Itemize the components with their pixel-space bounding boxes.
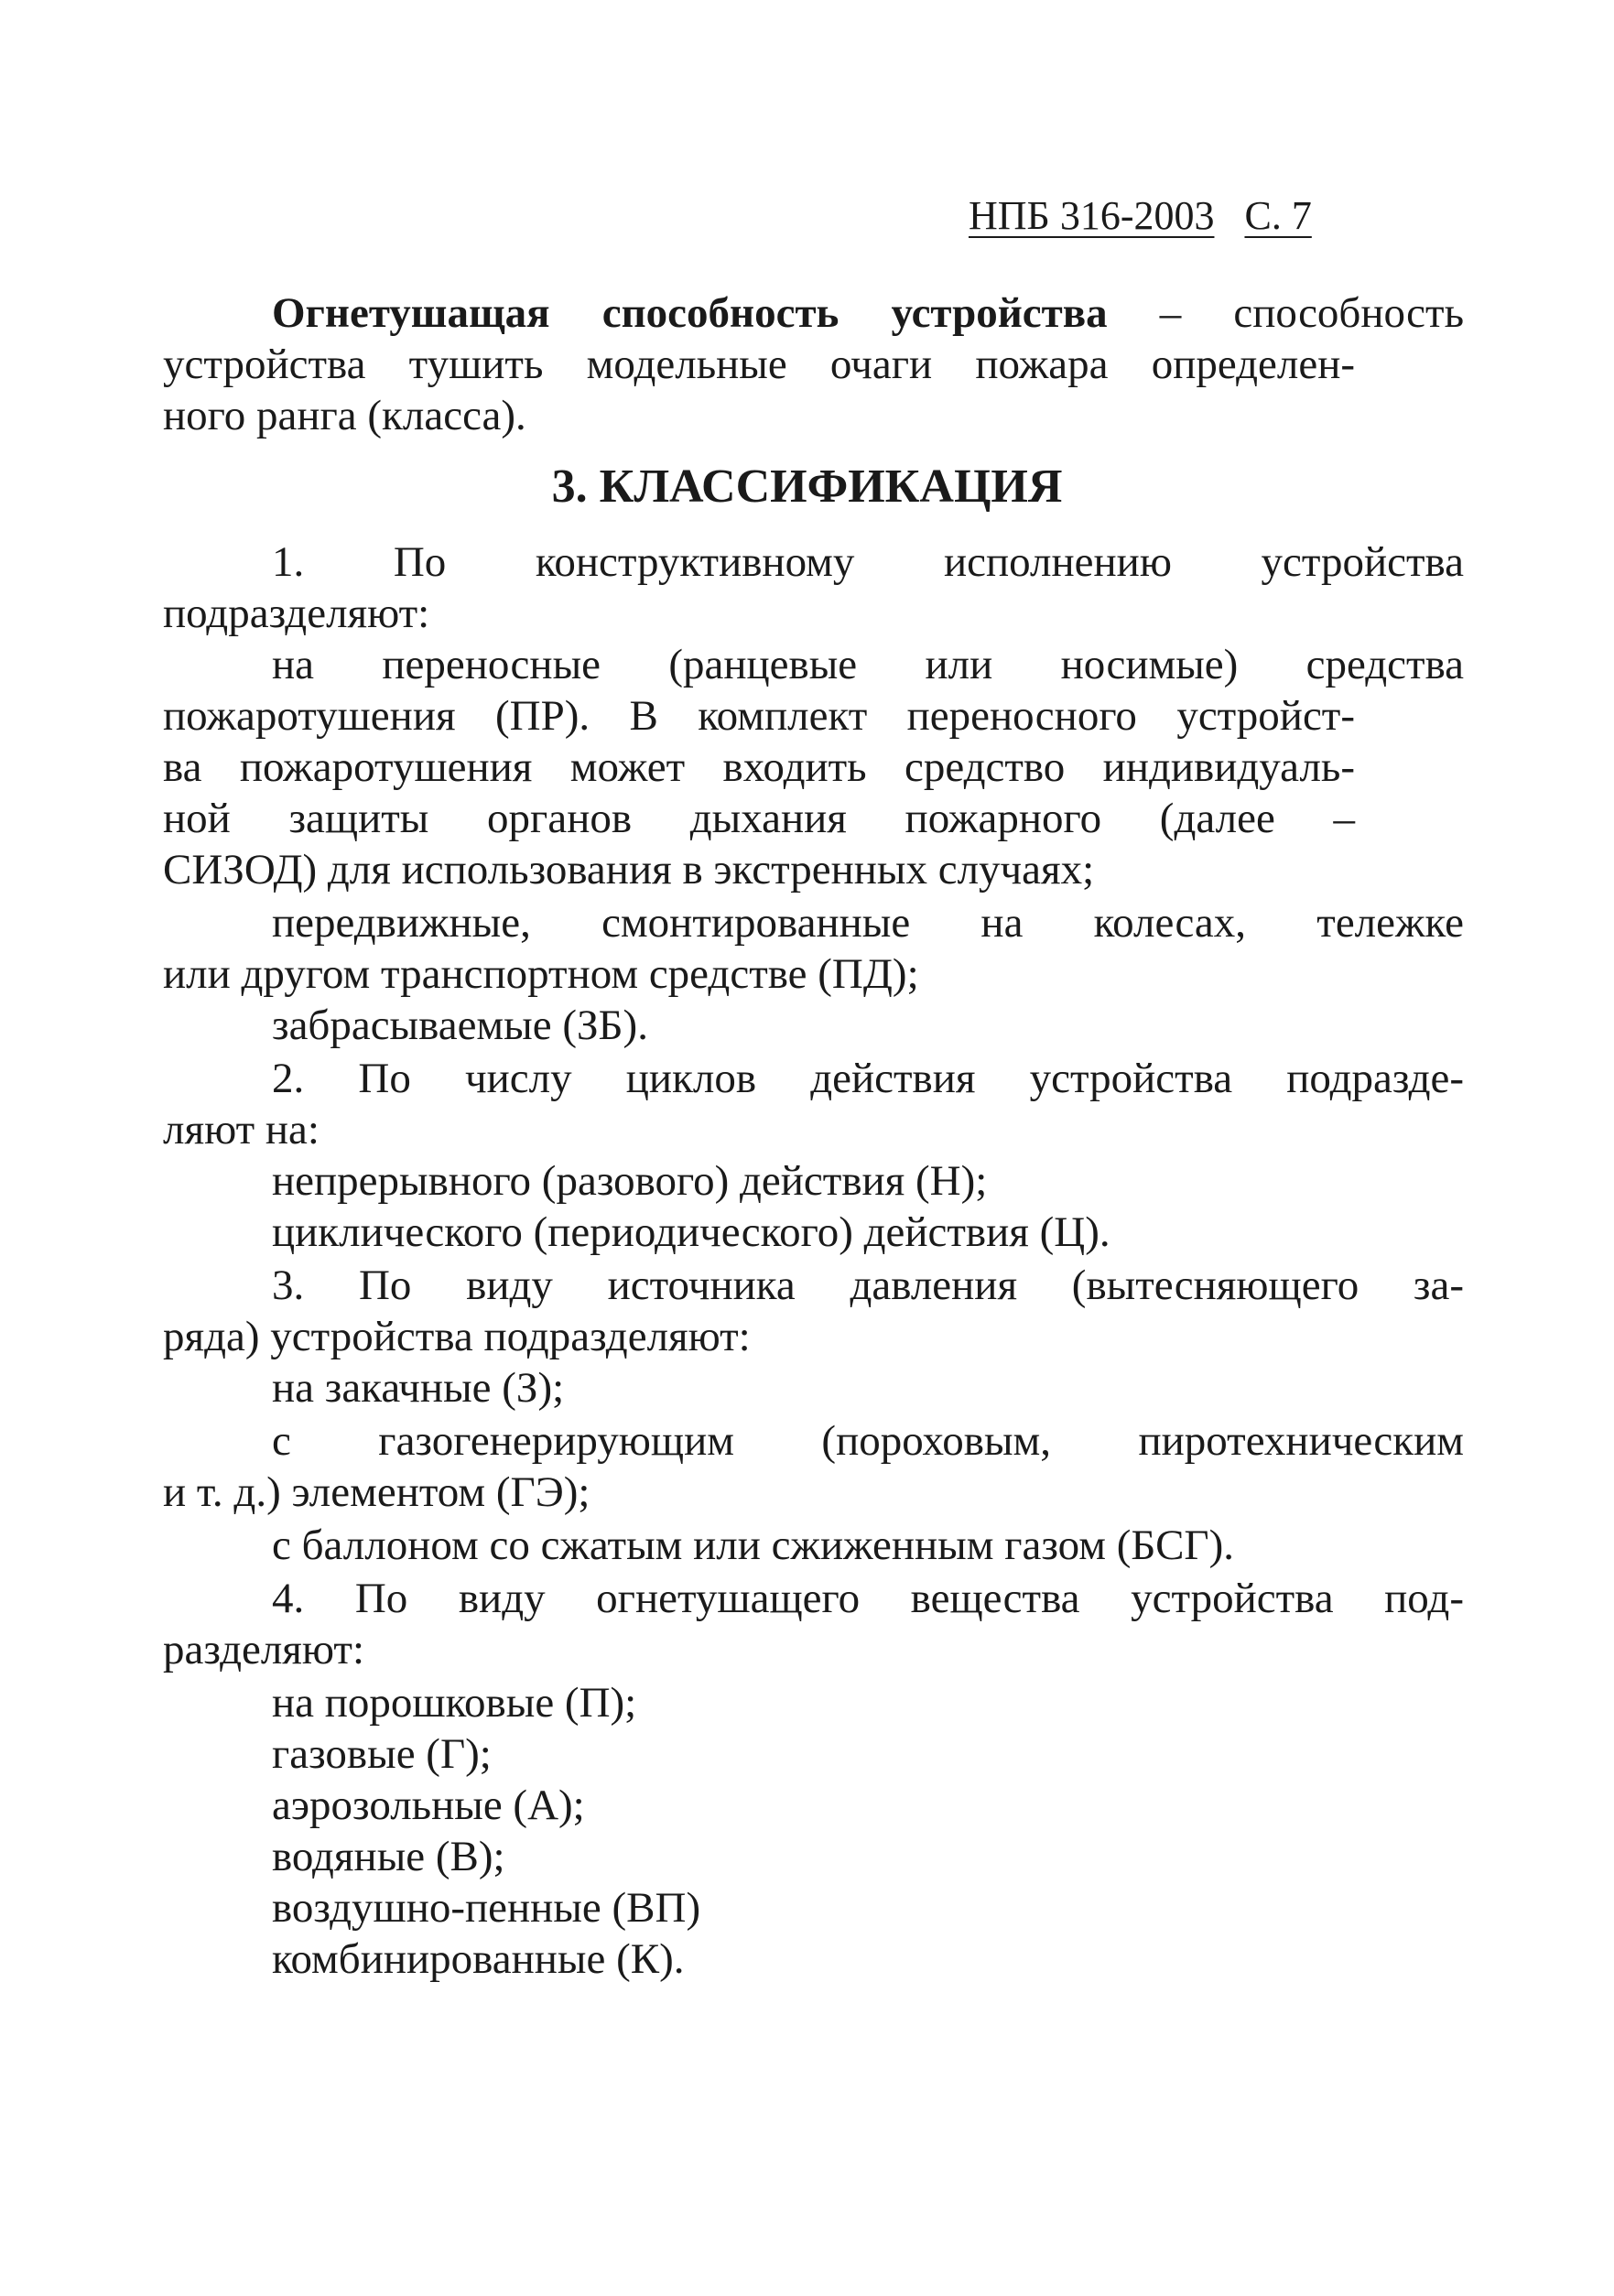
- text-line: на переносные (ранцевые или носимые) средства: [272, 641, 1464, 688]
- page-header: [969, 190, 1353, 242]
- text-line: комбинированные (К).: [272, 1935, 685, 1983]
- text-line: 3. По виду источника давления (вытесняющего за-: [272, 1262, 1464, 1309]
- text-line: или другом транспортном средстве (ПД);: [163, 950, 919, 998]
- text-line: 1. По конструктивному исполнению устройства: [272, 538, 1464, 586]
- document-code: НПБ 316-2003: [969, 193, 1215, 238]
- text-line: циклического (периодического) действия (Ц).: [272, 1208, 1110, 1256]
- text-line: ва пожаротушения может входить средство индивидуаль-: [163, 743, 1355, 791]
- text-line: ряда) устройства подразделяют:: [163, 1313, 751, 1360]
- text-line: пожаротушения (ПР). В комплект переносного устройст-: [163, 692, 1355, 740]
- text-line: воздушно-пенные (ВП): [272, 1884, 701, 1932]
- definition-line-3: ного ранга (класса).: [163, 392, 526, 439]
- text-line: с газогенерирующим (пороховым, пиротехническим: [272, 1417, 1464, 1465]
- text-line: на закачные (З);: [272, 1364, 565, 1412]
- text-line: подразделяют:: [163, 590, 430, 637]
- text-line: водяные (В);: [272, 1833, 505, 1880]
- text-line: аэрозольные (А);: [272, 1782, 585, 1829]
- text-line: газовые (Г);: [272, 1730, 492, 1778]
- text-line: разделяют:: [163, 1626, 365, 1673]
- definition-term: Огнетушащая способность устройства: [272, 289, 1108, 337]
- text-line: и т. д.) элементом (ГЭ);: [163, 1468, 590, 1516]
- page-number: С. 7: [1244, 193, 1312, 238]
- text-line: 4. По виду огнетушащего вещества устройства под-: [272, 1575, 1464, 1622]
- text-line: передвижные, смонтированные на колесах, тележке: [272, 899, 1464, 947]
- text-line: с баллоном со сжатым или сжиженным газом (БСГ).: [272, 1522, 1235, 1569]
- text-line: забрасываемые (ЗБ).: [272, 1002, 648, 1049]
- text-line: на порошковые (П);: [272, 1679, 637, 1727]
- section-title: 3. КЛАССИФИКАЦИЯ: [551, 460, 1063, 513]
- definition-line-1: [272, 287, 1464, 339]
- text-line: ляют на:: [163, 1106, 320, 1153]
- text-line: ной защиты органов дыхания пожарного (далее –: [163, 795, 1355, 842]
- text-line: СИЗОД) для использования в экстренных случаях;: [163, 846, 1095, 893]
- text-line: непрерывного (разового) действия (Н);: [272, 1157, 988, 1205]
- definition-line-2: устройства тушить модельные очаги пожара определен-: [163, 341, 1355, 388]
- text-line: 2. По числу циклов действия устройства подразде-: [272, 1055, 1464, 1102]
- definition-line-1-rest: – способность: [1159, 289, 1464, 337]
